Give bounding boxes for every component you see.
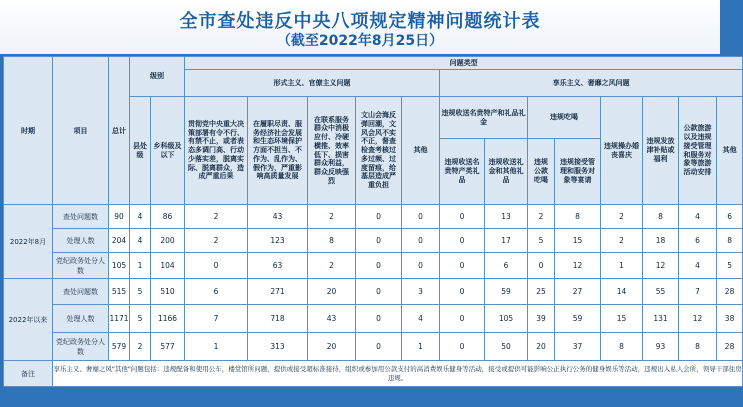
table-cell: 0 [402, 253, 440, 279]
table-cell: 6 [717, 205, 743, 229]
table-cell: 1 [402, 333, 440, 361]
header-f4: 文山会海反弹回潮，文风会风不实不正，督查检查考核过多过频、过度留痕，给基层造成严重负担 [356, 97, 402, 205]
table-cell: 2 [308, 205, 356, 229]
table-cell: 0 [440, 229, 485, 253]
table-cell: 2 [185, 205, 248, 229]
table-cell: 105 [109, 253, 130, 279]
table-cell: 93 [643, 333, 679, 361]
table-cell: 6 [485, 253, 528, 279]
table-cell: 25 [528, 279, 555, 305]
table-cell: 0 [402, 205, 440, 229]
table-cell: 0 [356, 229, 402, 253]
page-subtitle: （截至2022年8月25日） [276, 33, 444, 49]
table-cell: 20 [308, 333, 356, 361]
header-gift-group: 违规收送名贵特产和礼品礼金 [440, 97, 528, 139]
table-cell: 7 [185, 305, 248, 333]
table-cell: 0 [440, 279, 485, 305]
header-issue-type: 问题类型 [185, 57, 743, 70]
table-cell: 0 [356, 333, 402, 361]
table-cell: 2 [601, 205, 643, 229]
table-cell: 43 [308, 305, 356, 333]
table-cell: 8 [601, 333, 643, 361]
table-cell: 515 [109, 279, 130, 305]
table-cell: 8 [717, 229, 743, 253]
table-cell: 0 [356, 205, 402, 229]
table-cell: 2 [308, 253, 356, 279]
table-cell: 4 [679, 253, 717, 279]
table-cell: 20 [528, 333, 555, 361]
table-cell: 313 [248, 333, 308, 361]
header-travel: 违规操办婚丧喜庆 [601, 97, 643, 205]
period-label: 2022年8月 [4, 205, 53, 279]
table-cell: 0 [440, 333, 485, 361]
table-cell: 2 [601, 229, 643, 253]
table-cell: 38 [717, 305, 743, 333]
header-car: 公款旅游以及违规接受管理和服务对象等旅游活动安排 [679, 97, 717, 205]
table-cell: 50 [485, 333, 528, 361]
table-cell: 27 [555, 279, 601, 305]
table-cell: 90 [109, 205, 130, 229]
table-cell: 204 [109, 229, 130, 253]
table-cell: 579 [109, 333, 130, 361]
table-cell: 8 [643, 205, 679, 229]
table-cell: 59 [555, 305, 601, 333]
table-cell: 1 [130, 253, 151, 279]
statistics-table [3, 56, 743, 387]
table-cell: 1166 [151, 305, 185, 333]
table-cell: 5 [130, 279, 151, 305]
table-cell: 12 [643, 253, 679, 279]
row-item-label: 党纪政务处分人数 [53, 253, 109, 279]
table-cell: 105 [485, 305, 528, 333]
table-cell: 8 [308, 229, 356, 253]
table-cell: 510 [151, 279, 185, 305]
table-cell: 37 [555, 333, 601, 361]
table-cell: 123 [248, 229, 308, 253]
table-cell: 14 [601, 279, 643, 305]
header-f5: 其他 [402, 97, 440, 205]
table-cell: 0 [356, 253, 402, 279]
table-cell: 5 [130, 305, 151, 333]
table-cell: 86 [151, 205, 185, 229]
table-cell: 131 [643, 305, 679, 333]
header-level: 级别 [130, 57, 185, 97]
table-cell: 17 [485, 229, 528, 253]
table-cell: 13 [485, 205, 528, 229]
table-cell: 28 [717, 279, 743, 305]
table-cell: 6 [679, 229, 717, 253]
row-item-label: 查处问题数 [53, 279, 109, 305]
table-cell: 200 [151, 229, 185, 253]
row-item-label: 查处问题数 [53, 205, 109, 229]
table-cell: 577 [151, 333, 185, 361]
table-cell: 0 [356, 305, 402, 333]
header-gift2: 违规收送礼金和其他礼品 [485, 139, 528, 205]
table-cell: 43 [248, 205, 308, 229]
table-cell: 28 [717, 333, 743, 361]
row-item-label: 处理人数 [53, 305, 109, 333]
table-cell: 271 [248, 279, 308, 305]
table-cell: 59 [485, 279, 528, 305]
row-item-label: 处理人数 [53, 229, 109, 253]
table-cell: 1 [185, 333, 248, 361]
table-cell: 0 [402, 229, 440, 253]
table-cell: 12 [555, 253, 601, 279]
table-cell: 0 [185, 253, 248, 279]
table-cell: 4 [130, 229, 151, 253]
table-cell: 0 [440, 205, 485, 229]
table-cell: 39 [528, 305, 555, 333]
table-cell: 104 [151, 253, 185, 279]
header-township: 乡科级及以下 [151, 97, 185, 205]
header-gift1: 违规收送名贵特产类礼品 [440, 139, 485, 205]
header-f2: 在履职尽责、服务经济社会发展和生态环境保护方面不担当、不作为、乱作为、假作为，严重影响高质量发展 [248, 97, 308, 205]
table-cell: 5 [717, 253, 743, 279]
table-cell: 15 [555, 229, 601, 253]
table-cell: 6 [185, 279, 248, 305]
table-cell: 2 [185, 229, 248, 253]
table-cell: 718 [248, 305, 308, 333]
table-cell: 63 [248, 253, 308, 279]
table-cell: 0 [528, 253, 555, 279]
table-cell: 15 [601, 305, 643, 333]
header-total: 总计 [109, 57, 130, 205]
table-cell: 55 [643, 279, 679, 305]
table-cell: 1171 [109, 305, 130, 333]
table-cell: 0 [440, 305, 485, 333]
header-hedonism: 享乐主义、奢靡之风问题 [440, 70, 743, 97]
header-subsidy: 违规发放津补贴或福利 [643, 97, 679, 205]
table-cell: 0 [356, 279, 402, 305]
title-box [0, 0, 720, 54]
header-f1: 贯彻党中央重大决策部署有令不行、有禁不止，或者表态多调门高、行动少落实差，脱离实际、脱离群众，造成严重后果 [185, 97, 248, 205]
table-cell: 12 [679, 305, 717, 333]
table-cell: 2 [528, 205, 555, 229]
note-text: 享乐主义、奢靡之风"其他"问题包括：违规配备和使用公车，楼堂馆所问题，提供或接受超标准接待，组织或参加用公款支付的高消费娱乐健身等活动，接受或提供可能影响公正执行公务的健身娱乐等活动，违规出入私人会所，领导干部住房违规。 [53, 361, 743, 387]
table-cell: 3 [402, 279, 440, 305]
header-period: 时期 [4, 57, 53, 205]
header-bureau: 县处级 [130, 97, 151, 205]
header-f3: 在联系服务群众中消极应付、冷硬横推、效率低下、损害群众利益，群众反映强烈 [308, 97, 356, 205]
table-cell: 20 [308, 279, 356, 305]
header-dining-group: 违规吃喝 [528, 97, 601, 139]
table-cell: 4 [402, 305, 440, 333]
header-item: 项目 [53, 57, 109, 205]
table-cell: 8 [555, 205, 601, 229]
table-cell: 5 [528, 229, 555, 253]
period-label: 2022年以来 [4, 279, 53, 361]
header-dining1: 违规公款吃喝 [528, 139, 555, 205]
table-cell: 2 [130, 333, 151, 361]
table-cell: 4 [130, 205, 151, 229]
table-cell: 18 [643, 229, 679, 253]
page-title: 全市查处违反中央八项规定精神问题统计表 [179, 11, 541, 32]
table-cell: 7 [679, 279, 717, 305]
table-cell: 4 [679, 205, 717, 229]
header-other: 其他 [717, 97, 743, 205]
table-cell: 8 [679, 333, 717, 361]
header-formalism: 形式主义、官僚主义问题 [185, 70, 440, 97]
header-dining2: 违规接受管理和服务对象等宴请 [555, 139, 601, 205]
row-item-label: 党纪政务处分人数 [53, 333, 109, 361]
note-label: 备注 [4, 361, 53, 387]
table-cell: 1 [601, 253, 643, 279]
table-cell: 0 [440, 253, 485, 279]
